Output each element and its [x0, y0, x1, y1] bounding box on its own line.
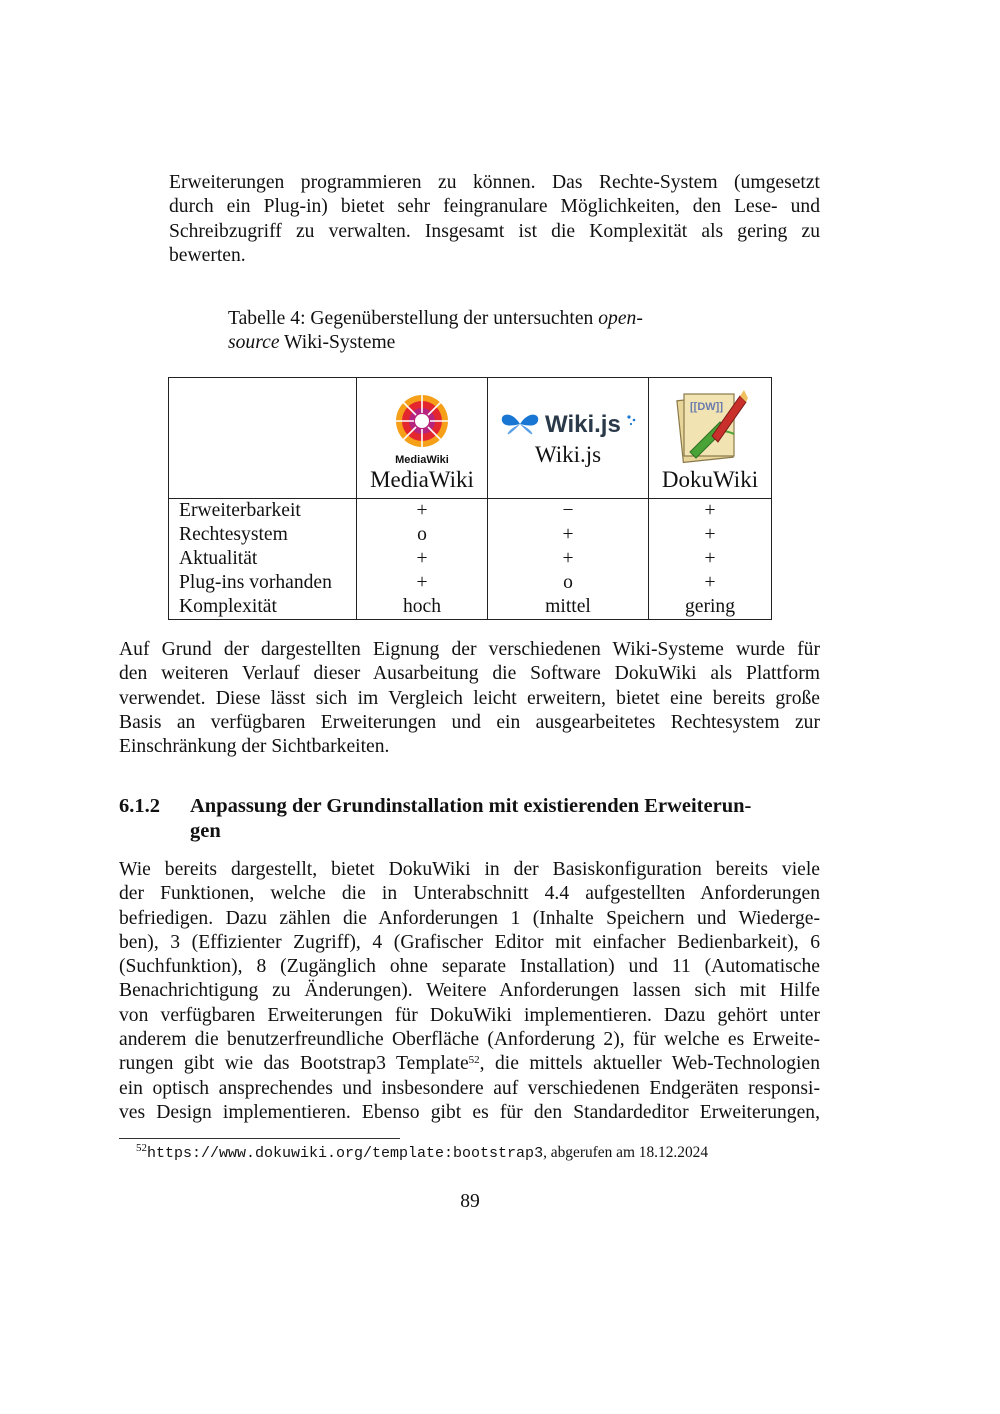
row-label: Plug-ins vorhanden: [169, 571, 357, 595]
system-name: DokuWiki: [661, 467, 759, 492]
text-line: [119, 1052, 820, 1076]
row-label: Aktualität: [169, 547, 357, 571]
text-line: von verfügbaren Erweiterungen für DokuWiki implementieren. Dazu gehört unter: [119, 1004, 820, 1026]
system-name: Wiki.js: [534, 442, 602, 467]
table-cell: +: [357, 499, 488, 524]
wikijs-butterfly-icon: [502, 415, 538, 435]
table-row: [169, 547, 772, 571]
footnote-divider: [119, 1138, 400, 1139]
mediawiki-logo-text: MediaWiki: [395, 454, 449, 466]
table-cell: mittel: [488, 595, 649, 620]
wikijs-logo-icon: [498, 407, 638, 441]
footnote-reference[interactable]: 52: [468, 1054, 480, 1067]
table-cell: hoch: [357, 595, 488, 620]
text-line: Wie bereits dargestellt, bietet DokuWiki in der Basiskonfiguration bereits viele: [119, 859, 820, 880]
mediawiki-flower-icon: [395, 394, 449, 448]
text-line: bewerten.: [169, 244, 246, 266]
text-line: der Funktionen, welche die in Unterabschnitt 4.4 aufgestellten Anforderungen: [119, 883, 820, 905]
page-number: 89: [460, 1191, 480, 1212]
table-row: [169, 571, 772, 595]
paragraph-section-body: [119, 858, 820, 1125]
header-wikijs: [488, 378, 649, 499]
section-title-line: Anpassung der Grundinstallation mit existierenden Erweiterun-: [190, 795, 752, 817]
caption-italic: open-: [598, 308, 643, 329]
caption-italic: source: [228, 332, 280, 354]
table-cell: +: [488, 523, 649, 547]
text-line: Benachrichtigung zu Änderungen). Weitere Anforderungen lassen sich mit Hilfe: [119, 980, 820, 1002]
caption-text: Wiki-Systeme: [279, 332, 396, 354]
table-header-row: [169, 378, 772, 499]
mediawiki-logo-icon: [387, 392, 457, 466]
footnote-url-link[interactable]: https://www.dokuwiki.org/template:bootstrap3: [147, 1145, 544, 1162]
caption-text: Tabelle 4: Gegenüberstellung der untersuchten: [228, 308, 599, 329]
table-cell: gering: [649, 595, 772, 620]
table-cell: o: [357, 523, 488, 547]
text-line: Schreibzugriff zu verwalten. Insgesamt ist die Komplexität als gering zu: [169, 220, 820, 242]
system-name: MediaWiki: [370, 467, 474, 492]
table-cell: +: [488, 547, 649, 571]
text-line: Basis an verfügbaren Erweiterungen und ein ausgearbeitetes Rechtesystem zur: [119, 711, 820, 733]
text-span: , die mittels aktueller Web-Technologien: [479, 1053, 820, 1075]
table-cell: +: [649, 523, 772, 547]
header-mediawiki: [357, 378, 488, 499]
text-line: verwendet. Diese lässt sich im Vergleich leicht erweitern, bietet eine bereits große: [119, 687, 820, 709]
section-number: 6.1.2: [119, 795, 160, 817]
caption-line: [228, 331, 714, 355]
table-row: [169, 595, 772, 620]
footnote: [136, 1143, 708, 1164]
text-line: anderem die benutzerfreundliche Oberfläche (Anforderung 2), für welche es Erweite-: [119, 1029, 820, 1051]
table-corner-cell: [169, 378, 357, 499]
text-line: ves Design implementieren. Ebenso gibt es für den Standardeditor Erweiterungen,: [119, 1101, 820, 1123]
footnote-text: , abgerufen am 18.12.2024: [543, 1144, 709, 1161]
table-row: [169, 499, 772, 524]
row-label: Erweiterbarkeit: [169, 499, 357, 524]
header-dokuwiki: [649, 378, 772, 499]
text-line: ein optisch ansprechendes und insbesondere auf verschiedenen Endgeräten responsi-: [119, 1077, 820, 1099]
text-line: ben), 3 (Effizienter Zugriff), 4 (Grafischer Editor mit einfacher Bedienbarkeit), 6: [119, 931, 820, 953]
dokuwiki-logo-text: [[DW]]: [690, 401, 723, 413]
table-caption: [228, 307, 714, 356]
paragraph-conclusion: [119, 638, 820, 759]
table-cell: +: [357, 547, 488, 571]
row-label: Komplexität: [169, 595, 357, 620]
text-line: Auf Grund der dargestellten Eignung der verschiedenen Wiki-Systeme wurde für: [119, 639, 820, 660]
row-label: Rechtesystem: [169, 523, 357, 547]
caption-line: [228, 307, 714, 331]
section-title-line: gen: [190, 819, 221, 842]
paragraph-intro: [169, 171, 820, 268]
table-cell: −: [488, 499, 649, 524]
text-line: den weiteren Verlauf dieser Ausarbeitung die Software DokuWiki als Plattform: [119, 663, 820, 685]
comparison-table: [168, 377, 772, 620]
text-line: Einschränkung der Sichtbarkeiten.: [119, 736, 390, 758]
text-line: befriedigen. Dazu zählen die Anforderungen 1 (Inhalte Speichern und Wiederge-: [119, 907, 820, 929]
table-cell: +: [649, 547, 772, 571]
text-span: rungen gibt wie das Bootstrap3 Template: [119, 1053, 469, 1075]
footnote-mark: 52: [136, 1142, 147, 1154]
table-cell: +: [649, 499, 772, 524]
text-line: Erweiterungen programmieren zu können. Das Rechte-System (umgesetzt: [169, 172, 820, 193]
dokuwiki-logo-icon: [672, 388, 748, 466]
table-row: [169, 523, 772, 547]
table-cell: +: [649, 571, 772, 595]
table-cell: +: [357, 571, 488, 595]
text-line: (Suchfunktion), 8 (Zugänglich ohne separate Installation) und 11 (Automatische: [119, 956, 820, 978]
text-line: durch ein Plug-in) bietet sehr feingranulare Möglichkeiten, den Lese- und: [169, 196, 820, 218]
wikijs-logo-text: Wiki.js: [545, 411, 621, 438]
section-title: [190, 794, 824, 843]
table-cell: o: [488, 571, 649, 595]
